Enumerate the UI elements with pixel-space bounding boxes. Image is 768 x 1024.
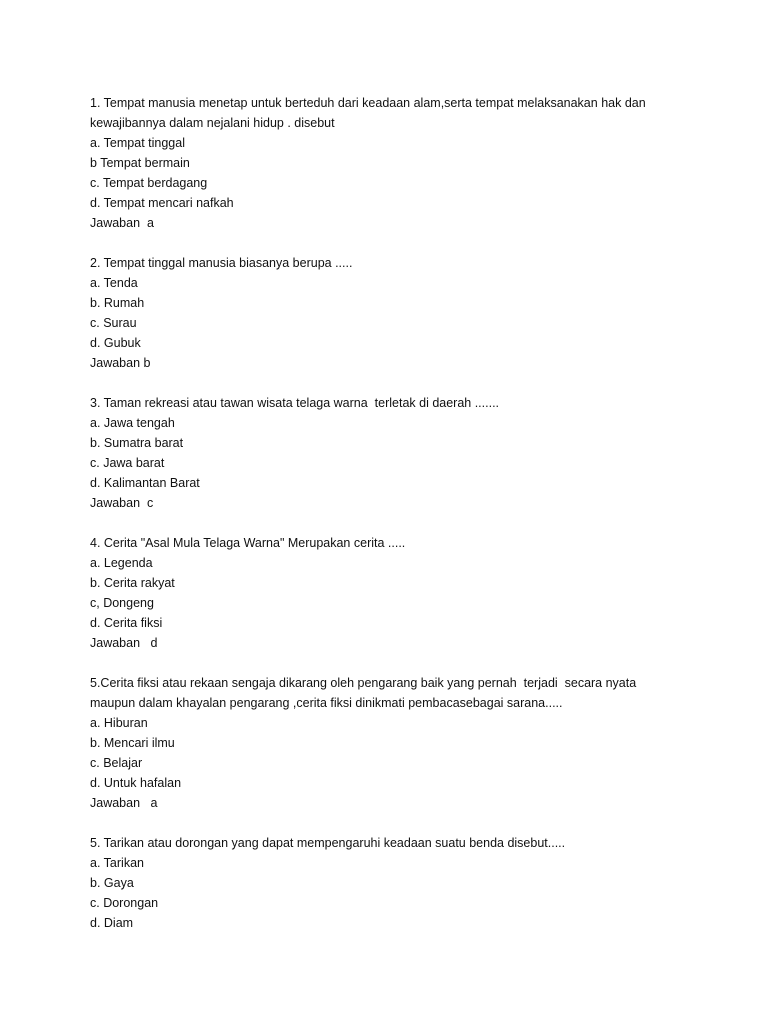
option-b: b. Mencari ilmu: [90, 736, 175, 750]
question-text-line: 2. Tempat tinggal manusia biasanya berupa .....: [90, 256, 353, 270]
option-d: d. Tempat mencari nafkah: [90, 196, 234, 210]
question-5: [90, 673, 690, 813]
question-3: [90, 393, 690, 513]
option-d: d. Cerita fiksi: [90, 616, 163, 630]
question-text-line: 5. Tarikan atau dorongan yang dapat mempengaruhi keadaan suatu benda disebut.....: [90, 836, 566, 850]
answer-line: Jawaban a: [90, 216, 154, 230]
question-text-line: kewajibannya dalam nejalani hidup . disebut: [90, 116, 335, 130]
option-a: a. Tenda: [90, 276, 138, 290]
option-b: b. Cerita rakyat: [90, 576, 175, 590]
option-b: b Tempat bermain: [90, 156, 190, 170]
option-a: a. Tarikan: [90, 856, 144, 870]
option-a: a. Legenda: [90, 556, 153, 570]
option-c: c. Dorongan: [90, 896, 159, 910]
option-b: b. Rumah: [90, 296, 145, 310]
question-text-line: 4. Cerita "Asal Mula Telaga Warna" Merupakan cerita .....: [90, 536, 406, 550]
option-b: b. Gaya: [90, 876, 134, 890]
option-a: a. Jawa tengah: [90, 416, 175, 430]
question-1: [90, 93, 690, 233]
question-4: [90, 533, 690, 653]
question-text-line: 3. Taman rekreasi atau tawan wisata telaga warna terletak di daerah .......: [90, 396, 500, 410]
option-d: d. Kalimantan Barat: [90, 476, 200, 490]
option-c: c. Belajar: [90, 756, 143, 770]
option-d: d. Gubuk: [90, 336, 141, 350]
option-d: d. Untuk hafalan: [90, 776, 182, 790]
option-c: c. Tempat berdagang: [90, 176, 208, 190]
option-d: d. Diam: [90, 916, 134, 930]
option-a: a. Hiburan: [90, 716, 148, 730]
option-c: c. Surau: [90, 316, 137, 330]
question-text-line: maupun dalam khayalan pengarang ,cerita fiksi dinikmati pembacasebagai sarana.....: [90, 696, 563, 710]
question-2: [90, 253, 690, 373]
option-a: a. Tempat tinggal: [90, 136, 185, 150]
question-text-line: 5.Cerita fiksi atau rekaan sengaja dikarang oleh pengarang baik yang pernah terjadi secara nyata: [90, 676, 637, 690]
question-list: [90, 93, 690, 953]
option-c: c, Dongeng: [90, 596, 154, 610]
question-text-line: 1. Tempat manusia menetap untuk berteduh dari keadaan alam,serta tempat melaksanakan hak dan: [90, 96, 646, 110]
answer-line: Jawaban c: [90, 496, 154, 510]
answer-line: Jawaban d: [90, 636, 158, 650]
answer-line: Jawaban b: [90, 356, 151, 370]
answer-line: Jawaban a: [90, 796, 158, 810]
option-c: c. Jawa barat: [90, 456, 165, 470]
question-6: [90, 833, 690, 933]
option-b: b. Sumatra barat: [90, 436, 184, 450]
